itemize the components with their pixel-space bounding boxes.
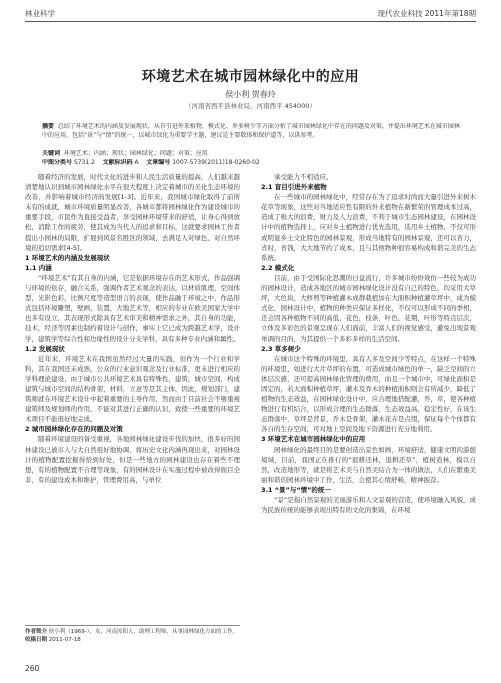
author-bio: 侯小利（1969-），女，河南汝阳人，助理工程师，从事园林绿化方面的工作。 [48,629,238,635]
section-heading: 3.1 “景”与“情”的统一 [261,485,331,494]
body-paragraph: 在一些城市的园林绿化中，经常存在为了追求时尚而大量引进外来树木花草等现象，这些对当地适应性有限的外来植物在新繁荣的管理成本过高，造成了极大的浪费，财力及人力浪费，不利于城市生态园林建设，在园林设计中的植物选择上，应对乡土植物进行优先选用，选用乡土植物，不仅可形成明显乡土文化特色的园林景观，形成当地特有的园林景观，还可以省力，省时，省钱，大大地节约了成本，且与其他物种很容易构成和谐完美的生态系统。 [261,193,476,262]
section-heading: 2.3 草多树少 [261,344,301,353]
section-heading: 2 城市园林绿化存在的问题及对策 [25,425,123,434]
clc-value: S731.2 [73,159,95,166]
body-paragraph: 目前，由于受国际化思潮的日益流行，许多城市纷纷效仿一些较为成功的园林设计，造成各地区的城市园林绿化设计没有自己的特色，均采用大草坪，大色块，大修剪等种植灌木成群栽植加在大面积种植灌草坪中，成为模式化，园林设计中，植物的种类应保证多样化，不仅可以形成不同的季相，还会因各种植物不同的高低，花色，枝条，叶色，花期，叶形等特点层次，立体及多彩色的景观呈现在人们面前，丰富人们的视觉感受，避免出现景观单调的目的，为其提供一个多彩多样的生活空间。 [261,273,476,343]
section-heading: 1.2 发展现状 [25,344,65,353]
footnote [25,625,240,644]
authors: 侯小利 贺春玲 [225,90,276,99]
running-header [25,8,476,20]
section-heading: 2.1 盲目引进外来植物 [261,183,327,192]
section-heading: 3 环境艺术在城市园林绿化中的应用 [261,435,366,444]
body-paragraph: 承受能力不相适应。 [274,173,333,181]
journal-issue: 现代农业科技 2011年第18期 [377,9,476,18]
body-paragraph: 近年来，环境艺术在我国虽然经过大量的实践，但作为一个行业和学科，其在我国还未成熟，公众的行业意识观念及行业标准，更未进行相应的学科理论建设，由于城市公共环境艺术具有特殊性，建筑，城市空间，构成建筑与城市空间的结构骨架，材料，立意等是其主体，因此，规划部门，建筑师就在环境艺术设计中起着重要的主导作用，然而由于目前社会不够重视建筑师及规划师的作用，不能对其进行正确的认识，致使一些重要的环境艺术项目不能很好地完成。 [25,354,240,424]
classification-line [42,159,462,168]
abstract [42,123,462,149]
abstract-text: 总结了环境艺术的内涵及发展现状，从首引进外来植物，模式化、单多树少等方面分析了城市园林绿化中存在的问题及对策，并提出环境艺术在城市园林中的应用，包括“景”与“情”的统一，以城市绿化为重要学主题，建议是主要数体和保护道等，以供参考。 [42,123,460,139]
header-rule [25,21,476,22]
code-label: 文献标识码 [102,159,133,166]
article-id-value: 1007-5739(2011)18-0260-02 [172,159,260,166]
page-number: 260 [25,664,40,673]
section-heading: 1 环境艺术的内涵及发展现状 [25,253,110,262]
received-label: 收稿日期 [25,637,48,643]
article-title: 环境艺术在城市园林绿化中的应用 [141,69,360,85]
clc-label: 中图分类号 [42,159,73,166]
section-heading: 1.1 内涵 [25,263,52,272]
body-paragraph: 随着经济的发展，时代文化的进步和人民生活质量的提高，人们越来越清楚地认识到城市园林绿化水平在很大程度上决定着城市的美化生态环境的改善，并影响着城市经济的发展[1-3]。近年来，我国城市绿化取得了前所未有的成就，城市环境质量明显改善，各城市都将园林绿化作为建设城市的重要手段，市民作为直接受益者，享受园林环境带来的舒适，让身心得到放松，消除工作的疲劳，使其成为当代人的追求和目标，这就要求园林工作者提出小园林的局限，扩展到风景名胜区的领域，去满足人对绿色、对自然环境的追切需求[4-5]。 [25,173,240,252]
author-bio-label: 作者简介 [25,629,48,635]
affiliation: （河南省西平县林业局，河南西平 454000） [185,102,316,110]
received-date: 2011-07-18 [48,637,81,643]
section-heading: 2.2 模式化 [261,263,295,272]
keywords [42,150,462,159]
left-column [25,172,240,624]
keywords-text: 环境艺术；内涵；现状；园林绿化；问题；对策；应用 [63,150,208,157]
abstract-label: 摘要 [42,123,55,130]
body-paragraph: “环境艺术”有其自身的内涵，它是依据环境存在的艺术形式，作品强调与环境的依存，融合关系，强调作者艺术观念的表达，以材质肌理，空间体型，光影色彩，比例尺度等造型语言的表现，使作品融于环境之中，作品形式包括环境雕塑，壁画，装置，大地艺术等，相应的专业在欧美国家大学中也多有设立，其表现形式除具有艺术审美和精神需求之外，其自身的功能，技术，经济等因素也制约着设计与创作，事实上它已成为跨越艺术学，设计学，建筑学等综合性和边缘性的设计分支学科，具有多种专业内涵和属性。 [25,273,240,343]
right-column [261,172,476,657]
code-value: A [134,159,139,166]
body-paragraph: 随着环境建设的备受重视，各地园林绿化建设步伐的加快，很多好的园林建设已被市人与大自然很好地协调，将历史文化内涵再现出来，对园林设计的植物配置挖掘得恰到好处，但是一些地方的园林建设也存在着些不理想，有的植物配置不合理等现象，有的园林设计在实施过程中被改得面目全非，有的建设成本和维护，管理费用高，与单位 [25,435,240,484]
body-paragraph: 园林绿化的最终目的是要创造出景色如画，环境舒适，健康文明的游憩境域，目前，我国正在推行的“退耕还林，退耕还草”，植树造林，模以自然，改造地形等，就是将艺术美与自然美结合为一体的做法，人们在繁重美丽和谐的园林环境中工作，生活，会使其心情舒畅，精神振奋。 [261,445,476,484]
body-paragraph: “景”是指自然景观的美丽游乐和人文景观的营造，使环境融入风貌，成为民族传统的能够表现出特有的文化的集锦，在环境 [261,496,476,515]
body-paragraph: 在城市这个特殊的环境里，具有人多及空间少等特点，在这样一个特殊的环境里，如进行大片草坪的布置，可造成城市绿色的单一，缺乏空间的立体层次感，还可提高园林绿化管理的费用，而且一个城市中，可绿化面积是固定的，若大面积种植草坪，灌木及乔木的种植面积则会有所减少，降低了植物的生态效益，在园林绿化设计中，应合理地搭配灌，乔，草，使各种植物进行有机结合，以形成合理的生态群落，生态效益高，稳定性好，在该生态群落中，草坪是背景，乔木是骨架，灌木花卉是点缀，保证每个个体都有各自的生存空间，可对地上空间及地下资源进行充分地利用。 [261,354,476,434]
keywords-label: 关键词 [42,150,61,157]
journal-section: 林业科学 [25,9,55,18]
article-id-label: 文章编号 [146,159,171,166]
